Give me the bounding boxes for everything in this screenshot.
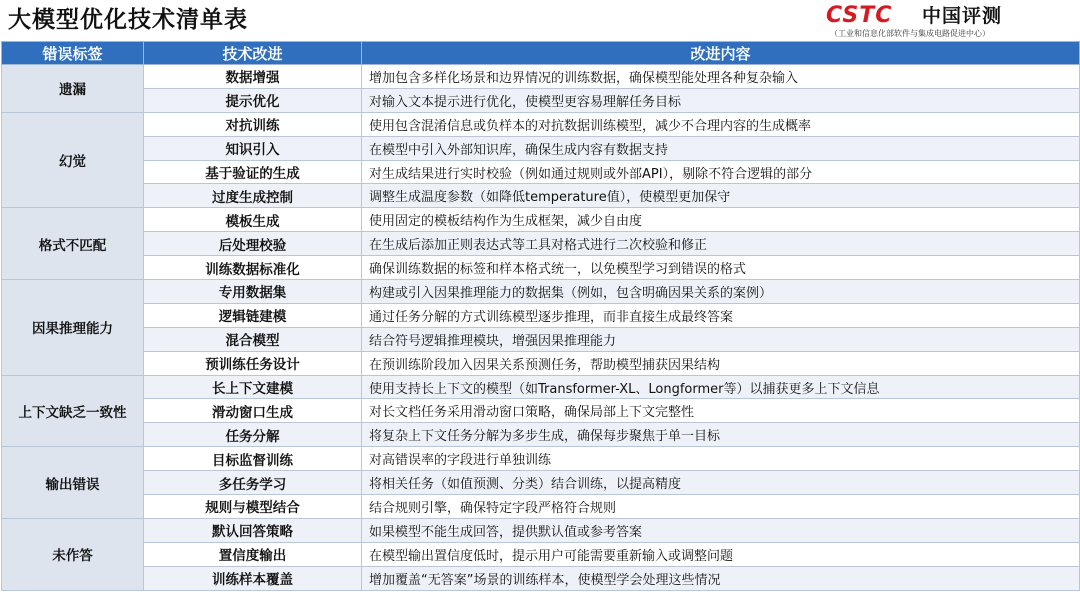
technique-cell: 训练数据标准化 — [144, 256, 362, 280]
content-cell: 在模型中引入外部知识库，确保生成内容有数据支持 — [362, 136, 1080, 160]
error-label-cell: 幻觉 — [2, 112, 144, 208]
error-label-cell: 未作答 — [2, 518, 144, 590]
content-cell: 构建或引入因果推理能力的数据集（例如，包含明确因果关系的案例） — [362, 280, 1080, 304]
technique-cell: 混合模型 — [144, 327, 362, 351]
table-row — [2, 542, 1080, 566]
technique-cell: 对抗训练 — [144, 112, 362, 136]
technique-cell: 规则与模型结合 — [144, 495, 362, 519]
content-cell: 将复杂上下文任务分解为多步生成，确保每步聚焦于单一目标 — [362, 423, 1080, 447]
logo-name: 中国评测 — [922, 5, 1003, 27]
content-cell: 对高错误率的字段进行单独训练 — [362, 447, 1080, 471]
error-label-cell: 上下文缺乏一致性 — [2, 375, 144, 447]
content-cell: 对生成结果进行实时校验（例如通过规则或外部API），剔除不符合逻辑的部分 — [362, 160, 1080, 184]
table-row — [2, 256, 1080, 280]
technique-cell: 任务分解 — [144, 423, 362, 447]
content-cell: 增加覆盖“无答案”场景的训练样本，使模型学会处理这些情况 — [362, 566, 1080, 590]
table-row — [2, 232, 1080, 256]
column-header-technique: 技术改进 — [144, 42, 362, 65]
content-cell: 结合规则引擎，确保特定字段严格符合规则 — [362, 495, 1080, 519]
table-row — [2, 518, 1080, 542]
content-cell: 如果模型不能生成回答，提供默认值或参考答案 — [362, 518, 1080, 542]
content-cell: 确保训练数据的标签和样本格式统一，以免模型学习到错误的格式 — [362, 256, 1080, 280]
table-row — [2, 160, 1080, 184]
table-row — [2, 327, 1080, 351]
technique-cell: 过度生成控制 — [144, 184, 362, 208]
technique-cell: 长上下文建模 — [144, 375, 362, 399]
technique-cell: 提示优化 — [144, 88, 362, 112]
technique-cell: 预训练任务设计 — [144, 351, 362, 375]
page-title: 大模型优化技术清单表 — [8, 7, 248, 33]
table-row — [2, 88, 1080, 112]
content-cell: 在预训练阶段加入因果关系预测任务，帮助模型捕获因果结构 — [362, 351, 1080, 375]
technique-cell: 训练样本覆盖 — [144, 566, 362, 590]
table-row — [2, 375, 1080, 399]
error-label-cell: 格式不匹配 — [2, 208, 144, 280]
content-cell: 结合符号逻辑推理模块，增强因果推理能力 — [362, 327, 1080, 351]
technique-cell: 目标监督训练 — [144, 447, 362, 471]
table-row — [2, 423, 1080, 447]
content-cell: 对输入文本提示进行优化，使模型更容易理解任务目标 — [362, 88, 1080, 112]
content-cell: 增加包含多样化场景和边界情况的训练数据，确保模型能处理各种复杂输入 — [362, 65, 1080, 89]
error-label-cell: 遗漏 — [2, 65, 144, 113]
technique-cell: 专用数据集 — [144, 280, 362, 304]
technique-cell: 后处理校验 — [144, 232, 362, 256]
table-row — [2, 495, 1080, 519]
logo-subtitle: （工业和信息化部软件与集成电路促进中心） — [830, 29, 990, 38]
column-header-content: 改进内容 — [362, 42, 1080, 65]
error-label-cell: 因果推理能力 — [2, 280, 144, 376]
table-row — [2, 351, 1080, 375]
content-cell: 将相关任务（如值预测、分类）结合训练，以提高精度 — [362, 471, 1080, 495]
content-cell: 在生成后添加正则表达式等工具对格式进行二次校验和修正 — [362, 232, 1080, 256]
technique-cell: 默认回答策略 — [144, 518, 362, 542]
technique-cell: 知识引入 — [144, 136, 362, 160]
table-body — [2, 65, 1080, 591]
content-cell: 使用包含混淆信息或负样本的对抗数据训练模型，减少不合理内容的生成概率 — [362, 112, 1080, 136]
optimization-table — [1, 41, 1080, 591]
table-row — [2, 112, 1080, 136]
technique-cell: 逻辑链建模 — [144, 303, 362, 327]
technique-cell: 滑动窗口生成 — [144, 399, 362, 423]
table-row — [2, 208, 1080, 232]
logo-mark: CSTC — [826, 3, 893, 28]
table-row — [2, 447, 1080, 471]
table-row — [2, 136, 1080, 160]
technique-cell: 模板生成 — [144, 208, 362, 232]
table-row — [2, 65, 1080, 89]
technique-cell: 置信度输出 — [144, 542, 362, 566]
content-cell: 使用固定的模板结构作为生成框架，减少自由度 — [362, 208, 1080, 232]
content-cell: 通过任务分解的方式训练模型逐步推理，而非直接生成最终答案 — [362, 303, 1080, 327]
table-header-row — [2, 42, 1080, 65]
technique-cell: 基于验证的生成 — [144, 160, 362, 184]
table-row — [2, 184, 1080, 208]
table-row — [2, 471, 1080, 495]
content-cell: 使用支持长上下文的模型（如Transformer-XL、Longformer等）以捕获更多上下文信息 — [362, 375, 1080, 399]
content-cell: 在模型输出置信度低时，提示用户可能需要重新输入或调整问题 — [362, 542, 1080, 566]
table-row — [2, 399, 1080, 423]
cstc-logo — [826, 4, 1036, 40]
error-label-cell: 输出错误 — [2, 447, 144, 519]
table-row — [2, 566, 1080, 590]
column-header-error-label: 错误标签 — [2, 42, 144, 65]
table-row — [2, 303, 1080, 327]
technique-cell: 多任务学习 — [144, 471, 362, 495]
table-row — [2, 280, 1080, 304]
technique-cell: 数据增强 — [144, 65, 362, 89]
content-cell: 对长文档任务采用滑动窗口策略，确保局部上下文完整性 — [362, 399, 1080, 423]
content-cell: 调整生成温度参数（如降低temperature值），使模型更加保守 — [362, 184, 1080, 208]
